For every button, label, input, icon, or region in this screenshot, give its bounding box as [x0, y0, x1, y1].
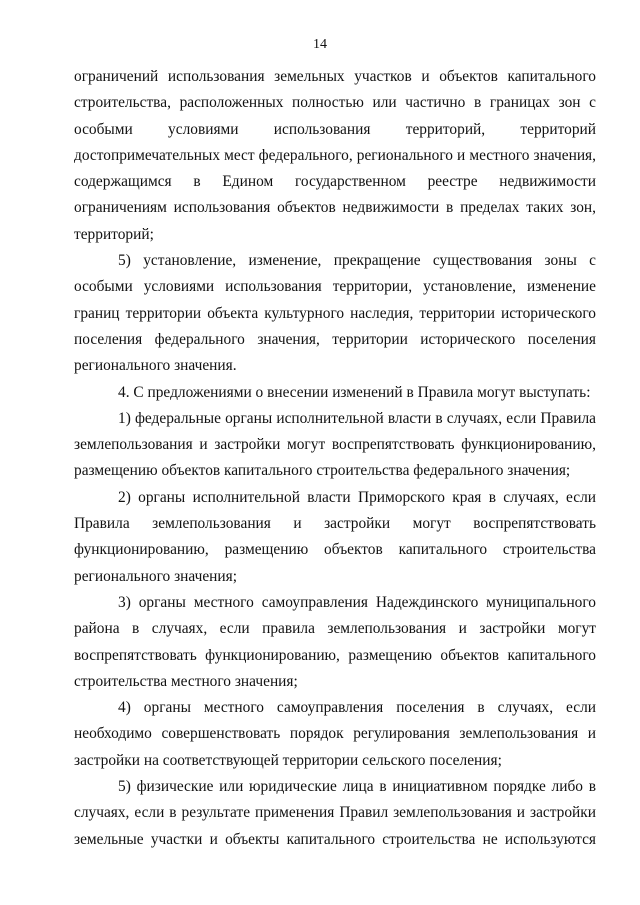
document-body: [74, 64, 596, 853]
paragraph-continuation: ограничений использования земельных участков и объектов капитального строительства, расположенных полностью или частично в границах зон с особыми условиями использования территорий, территорий достопримечательных мест федерального, регионального и местного значения, содержащимся в Едином государственном реестре недвижимости ограничениям использования объектов недвижимости в пределах таких зон, территорий;: [74, 68, 596, 243]
paragraph-item-3-municipal: 3) органы местного самоуправления Надеждинского муниципального района в случаях, если правила землепользования и застройки могут воспрепятствовать функционированию, размещению объектов капитального строительства местного значения;: [74, 593, 596, 690]
paragraph-section-4-heading: 4. С предложениями о внесении изменений в Правила могут выступать:: [118, 383, 591, 401]
page-number: 14: [313, 37, 327, 52]
paragraph-item-2-regional: 2) органы исполнительной власти Приморского края в случаях, если Правила землепользования и застройки могут воспрепятствовать функционированию, размещению объектов капитального строительства регионального значения;: [74, 488, 596, 585]
paragraph-item-1-federal: 1) федеральные органы исполнительной власти в случаях, если Правила землепользования и застройки могут воспрепятствовать функционированию, размещению объектов капитального строительства федерального значения;: [74, 409, 596, 480]
paragraph-item-5-zones: 5) установление, изменение, прекращение существования зоны с особыми условиями использования территории, установление, изменение границ территории объекта культурного наследия, территории исторического поселения федерального значения, территории исторического поселения регионального значения.: [74, 252, 596, 375]
paragraph-item-5-persons: 5) физические или юридические лица в инициативном порядке либо в случаях, если в результате применения Правил землепользования и застройки земельные участки и объекты капитального строительства не используются: [74, 778, 596, 848]
paragraph-item-4-settlement: 4) органы местного самоуправления поселения в случаях, если необходимо совершенствовать порядок регулирования землепользования и застройки на соответствующей территории сельского поселения;: [74, 699, 596, 769]
